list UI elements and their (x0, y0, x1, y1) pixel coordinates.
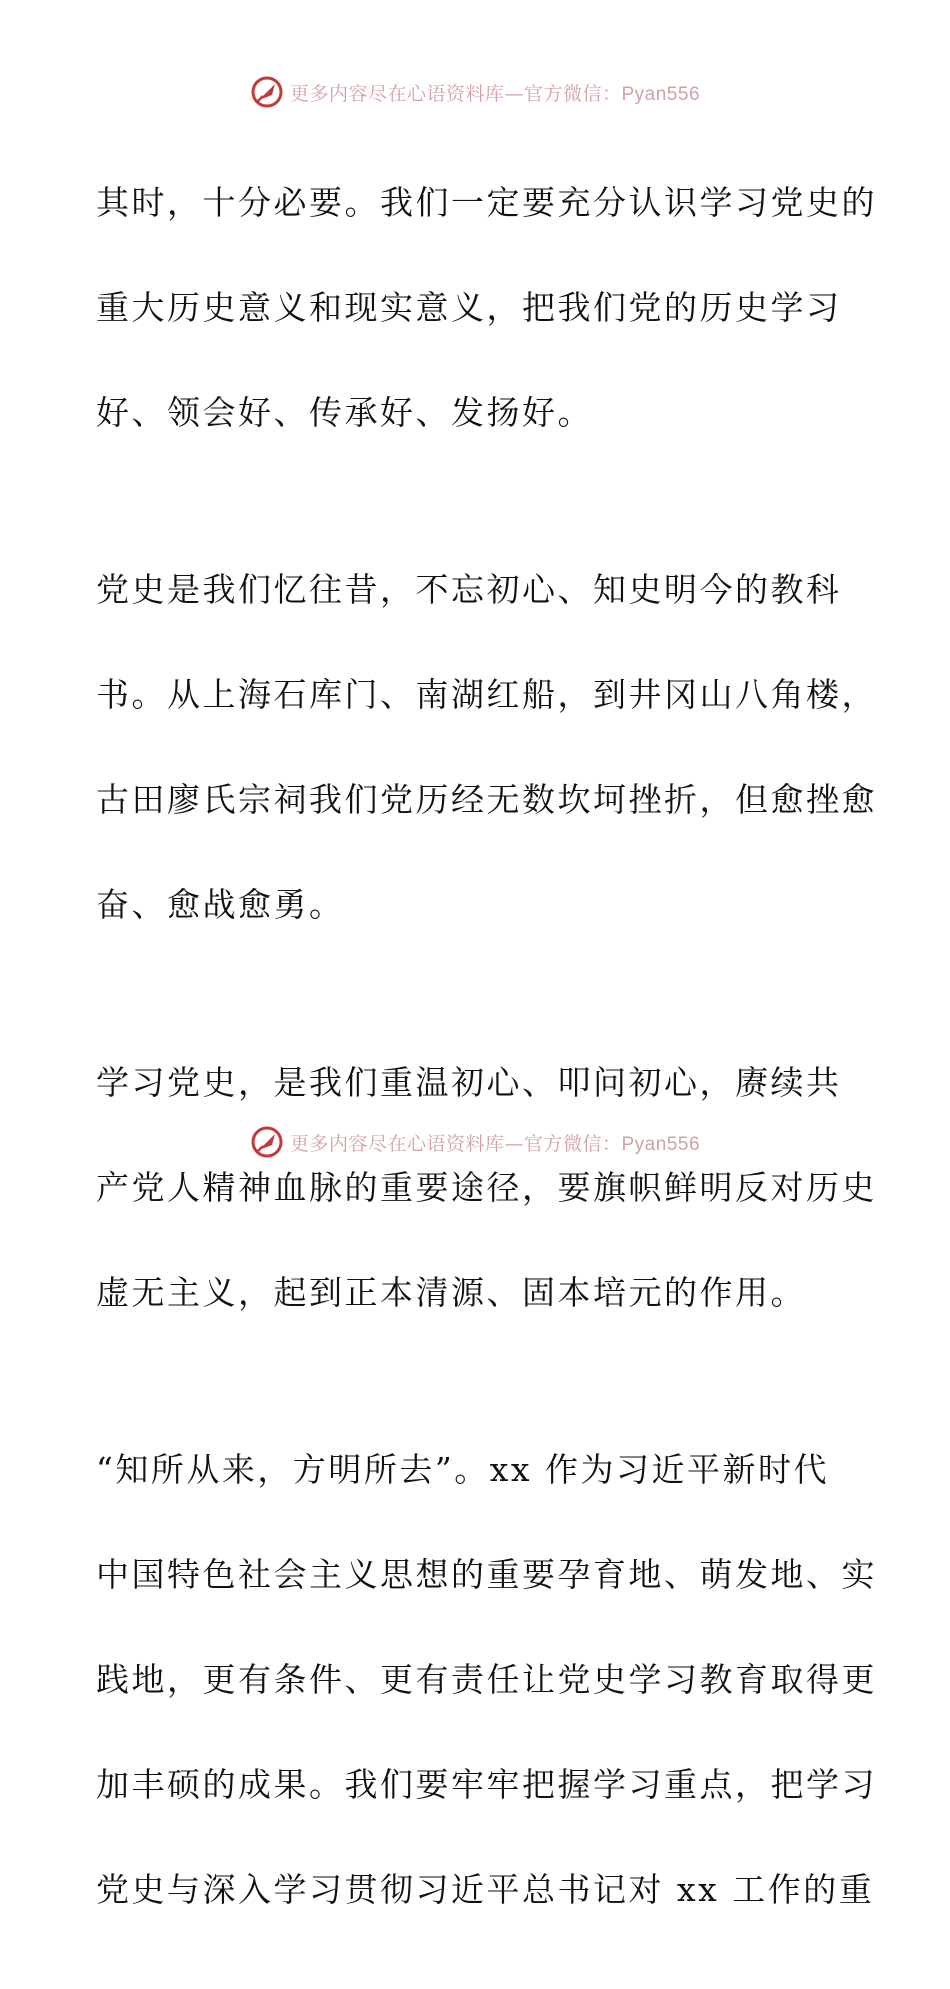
document-body (96, 124, 877, 1989)
paragraph-2 (96, 512, 877, 985)
text-line: 加丰硕的成果。我们要牢牢把握学习重点，把学习 (96, 1765, 877, 1804)
text-line: 产党人精神血脉的重要途径，要旗帜鲜明反对历史 (96, 1167, 877, 1207)
text-line: 党史是我们忆往昔，不忘初心、知史明今的教科 (96, 570, 842, 609)
text-line: 学习党史，是我们重温初心、叩问初心，赓续共 (96, 1062, 842, 1102)
text-line: 重大历史意义和现实意义，把我们党的历史学习 (96, 287, 842, 327)
paragraph-3 (96, 1004, 877, 1372)
text-line: “知所从来，方明所去”。xx 作为习近平新时代 (96, 1450, 829, 1489)
quill-logo-icon (250, 75, 284, 109)
text-line: 其时，十分必要。我们一定要充分认识学习党史的 (96, 182, 877, 222)
text-line: 党史与深入学习贯彻习近平总书记对 xx 工作的重 (96, 1870, 875, 1909)
quill-logo-icon (250, 1125, 284, 1159)
watermark-text (290, 1129, 700, 1156)
text-line: 中国特色社会主义思想的重要孕育地、萌发地、实 (96, 1555, 877, 1594)
paragraph-1 (96, 124, 877, 492)
watermark-official: 官方微信： (523, 82, 622, 105)
watermark-separator: — (504, 82, 524, 105)
watermark-brand: 更多内容尽在心语资料库 (289, 1132, 505, 1155)
watermark-account: Pyan556 (621, 83, 701, 105)
watermark-official: 官方微信： (523, 1132, 622, 1155)
paragraph-4 (96, 1392, 877, 1970)
text-line: 书。从上海石库门、南湖红船，到井冈山八角楼， (96, 675, 877, 714)
watermark-separator: — (504, 1132, 524, 1155)
text-line: 古田廖氏宗祠我们党历经无数坎坷挫折，但愈挫愈 (96, 780, 877, 819)
header-watermark (0, 72, 950, 112)
text-line: 践地，更有条件、更有责任让党史学习教育取得更 (96, 1660, 877, 1699)
text-line: 好、领会好、传承好、发扬好。 (96, 392, 593, 432)
footer-watermark (0, 1122, 950, 1162)
watermark-text (290, 79, 700, 106)
watermark-brand: 更多内容尽在心语资料库 (289, 82, 505, 105)
text-line: 虚无主义，起到正本清源、固本培元的作用。 (96, 1272, 806, 1312)
watermark-account: Pyan556 (621, 1133, 701, 1155)
text-line: 奋、愈战愈勇。 (96, 885, 345, 924)
